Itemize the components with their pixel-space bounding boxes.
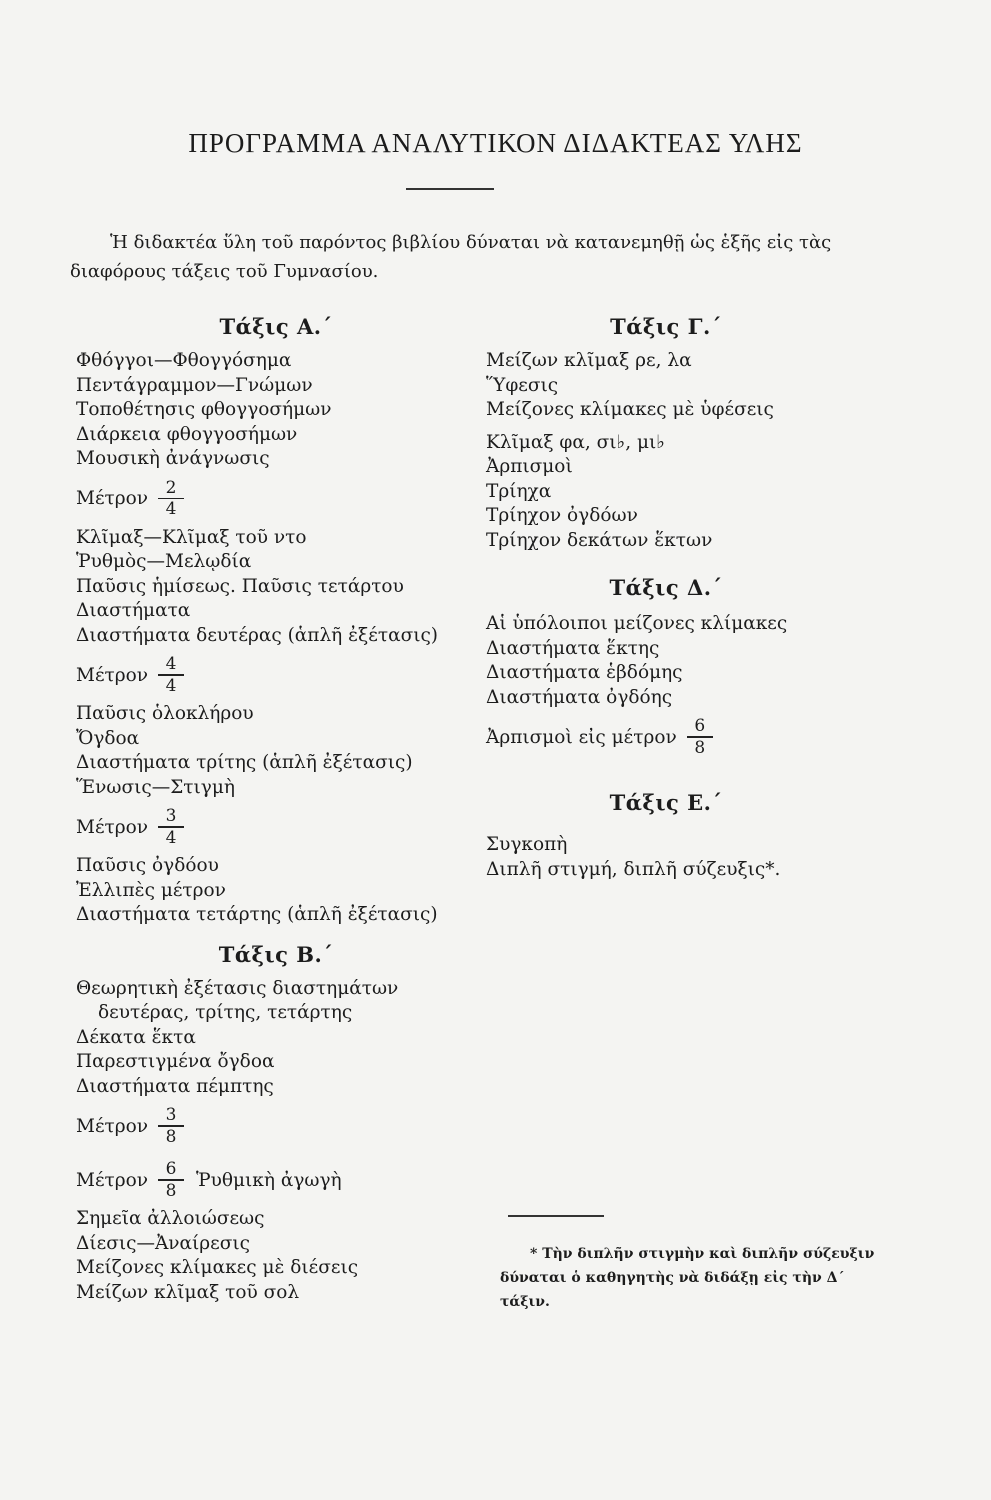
meter-suffix: Ῥυθμικὴ ἀγωγὴ [196, 1169, 342, 1191]
list-item: Σημεῖα ἀλλοιώσεως [76, 1208, 265, 1229]
list-item: Ὄγδοα [76, 727, 140, 749]
list-item: Κλῖμαξ—Κλῖμαξ τοῦ ντο [76, 526, 307, 548]
list-item: Παῦσις ὁλοκλήρου [76, 703, 254, 724]
list-item: Τρίηχον δεκάτων ἕκτων [486, 529, 713, 551]
list-item: Διαστήματα [76, 600, 191, 621]
meter-item [486, 710, 846, 764]
list-item: Ἐλλιπὲς μέτρον [76, 879, 226, 901]
footnote [500, 1242, 880, 1314]
left-column [76, 314, 476, 1305]
list-item: Τρίηχα [486, 480, 552, 502]
title-divider [406, 188, 494, 190]
list-item: Διαστήματα δευτέρας (ἁπλῆ ἐξέτασις) [76, 624, 439, 646]
time-signature-numerator: 4 [165, 654, 177, 675]
footnote-divider [508, 1215, 604, 1217]
list-item: Δίεσις—Ἀναίρεσις [76, 1232, 250, 1254]
list-item: Κλῖμαξ φα, σι♭, μι♭ [486, 431, 665, 453]
meter-item [76, 472, 476, 526]
list-item: Διπλῆ στιγμή, διπλῆ σύζευξις*. [486, 858, 781, 880]
footnote-text: * Τὴν διπλῆν στιγμὴν καὶ διπλῆν σύζευξιν δύναται ὁ καθηγητὴς νὰ διδάξῃ εἰς τὴν Δ΄ τάξιν. [500, 1246, 875, 1310]
time-signature-denominator: 4 [165, 499, 177, 520]
list-item: Διαστήματα ὀγδόης [486, 686, 673, 708]
list-item: Μουσικὴ ἀνάγνωσις [76, 448, 270, 469]
section-heading-b: Τάξις Β.΄ [218, 941, 334, 967]
list-item: Ῥυθμὸς—Μελῳδία [76, 551, 252, 572]
meter-label: Μέτρον [76, 664, 149, 686]
time-signature-numerator: 3 [165, 1105, 177, 1126]
meter-item [76, 648, 476, 702]
section-heading-c: Τάξις Γ.΄ [610, 314, 722, 339]
time-signature [158, 806, 184, 848]
list-item: Ἀρπισμοὶ [486, 456, 573, 477]
time-signature [158, 654, 184, 696]
time-signature-numerator: 2 [165, 477, 177, 498]
meter-label: Μέτρον [76, 1115, 149, 1137]
list-item: Παῦσις ὀγδόου [76, 855, 219, 876]
list-item: Διαστήματα τρίτης (ἁπλῆ ἐξέτασις) [76, 752, 413, 773]
time-signature [158, 478, 184, 520]
list-item: Μείζονες κλίμακες μὲ διέσεις [76, 1257, 359, 1278]
list-item: Συγκοπὴ [486, 834, 568, 855]
time-signature-denominator: 4 [165, 827, 177, 848]
list-item: Τρίηχον ὀγδόων [486, 505, 638, 526]
time-signature [158, 1159, 184, 1201]
list-item: Ἕνωσις—Στιγμὴ [76, 776, 235, 798]
right-column [486, 314, 846, 882]
section-heading-a: Τάξις Α.΄ [219, 314, 333, 339]
meter-item [76, 1153, 476, 1207]
list-item: Μείζονες κλίμακες μὲ ὑφέσεις [486, 399, 774, 420]
time-signature-numerator: 6 [694, 716, 706, 737]
time-signature [158, 1105, 184, 1147]
intro-text: Ἡ διδακτέα ὕλη τοῦ παρόντος βιβλίου δύναται νὰ κατανεμηθῇ ὡς ἑξῆς εἰς τὰς διαφόρους τάξεις τοῦ Γυμνασίου. [70, 232, 832, 282]
list-item: Θεωρητικὴ ἐξέτασις διαστημάτων [76, 977, 399, 999]
meter-label: Ἀρπισμοὶ εἰς μέτρον [486, 726, 677, 748]
list-item: Μείζων κλῖμαξ τοῦ σολ [76, 1281, 300, 1303]
time-signature-denominator: 8 [165, 1180, 177, 1201]
list-item: Διαστήματα πέμπτης [76, 1075, 274, 1097]
meter-item [76, 800, 476, 854]
section-heading-e: Τάξις Ε.΄ [609, 790, 723, 815]
time-signature [687, 716, 713, 758]
list-item: Πεντάγραμμον—Γνώμων [76, 374, 313, 396]
list-item: Τοποθέτησις φθογγοσήμων [76, 399, 332, 420]
time-signature-denominator: 8 [165, 1126, 177, 1147]
list-item: Διαστήματα ἑβδόμης [486, 662, 683, 683]
list-item: Αἱ ὑπόλοιποι μείζονες κλίμακες [486, 613, 788, 634]
time-signature-numerator: 6 [165, 1159, 177, 1180]
list-item: Παρεστιγμένα ὄγδοα [76, 1051, 275, 1072]
list-item: Δέκατα ἕκτα [76, 1026, 196, 1048]
intro-paragraph [70, 228, 870, 286]
list-item: Διαστήματα τετάρτης (ἁπλῆ ἐξέτασις) [76, 904, 438, 925]
meter-label: Μέτρον [76, 488, 149, 509]
list-item: Μείζων κλῖμαξ ρε, λα [486, 350, 692, 371]
time-signature-numerator: 3 [165, 806, 177, 827]
page-title: ΠΡΟΓΡΑΜΜΑ ΑΝΑΛΥΤΙΚΟΝ ΔΙΔΑΚΤΕΑΣ ΥΛΗΣ [188, 128, 803, 158]
time-signature-denominator: 8 [694, 737, 706, 758]
list-item: Φθόγγοι—Φθογγόσημα [76, 350, 292, 371]
list-item: Ὕφεσις [486, 374, 559, 396]
meter-item [76, 1099, 476, 1153]
list-item: Διάρκεια φθογγοσήμων [76, 423, 298, 445]
meter-label: Μέτρον [76, 1169, 149, 1191]
list-item: Διαστήματα ἕκτης [486, 637, 660, 659]
time-signature-denominator: 4 [165, 675, 177, 696]
meter-label: Μέτρον [76, 816, 149, 838]
list-item: δευτέρας, τρίτης, τετάρτης [98, 1002, 353, 1023]
section-heading-d: Τάξις Δ.΄ [609, 575, 723, 600]
list-item: Παῦσις ἡμίσεως. Παῦσις τετάρτου [76, 575, 404, 597]
